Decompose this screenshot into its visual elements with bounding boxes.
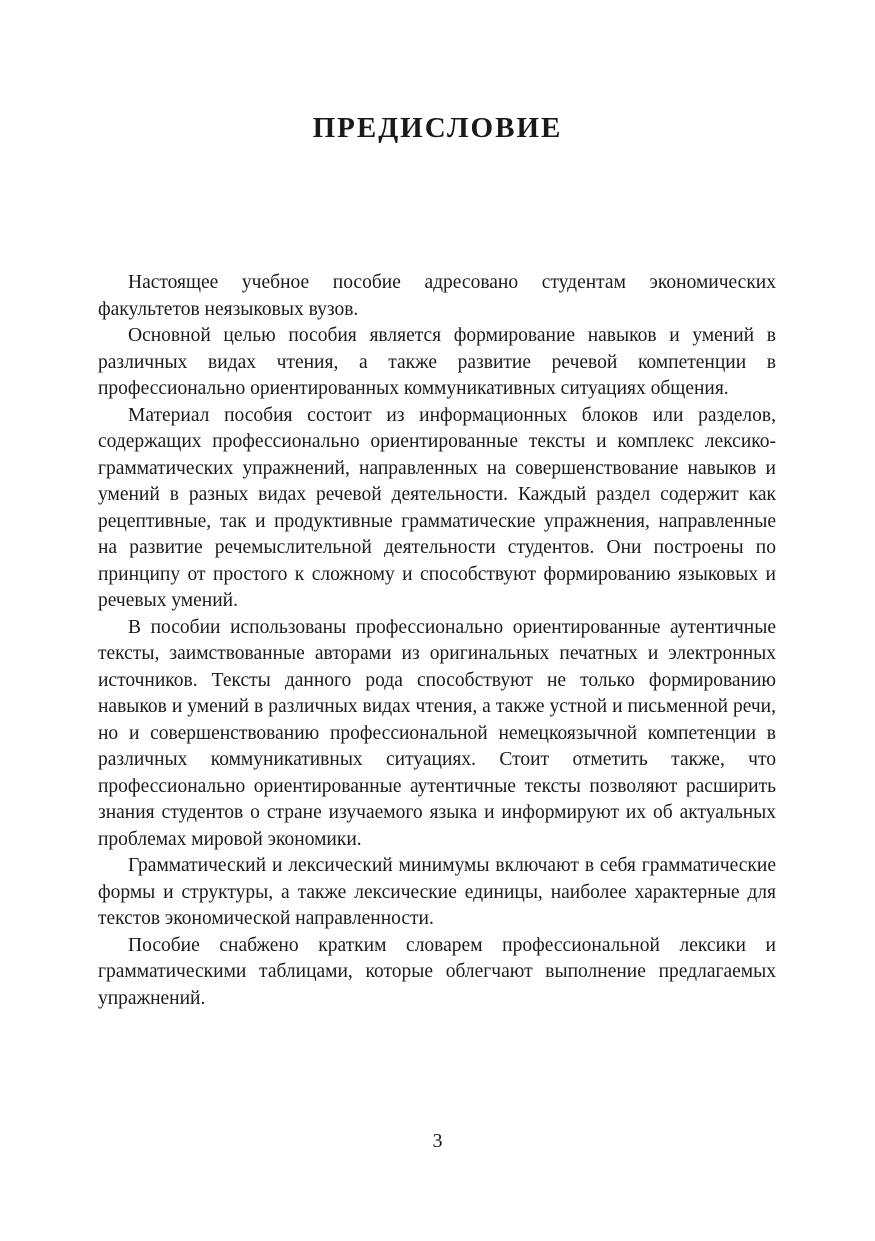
paragraph-1: Настоящее учебное пособие адресовано студентам экономических факультетов неязыковых вузов.: [98, 272, 776, 320]
page-title: ПРЕДИСЛОВИЕ: [312, 112, 563, 144]
paragraph-3: Материал пособия состоит из информационных блоков или разделов, содержащих профессионально ориентированные тексты и комплекс лексико-грамматических упражнений, направленных на совершенствование навыков и умений в разных видах речевой деятельности. Каждый раздел содержит как рецептивные, так и продуктивные грамматические упражнения, направленные на развитие речемыслительной деятельности студентов. Они построены по принципу от простого к сложному и способствуют формированию языковых и речевых умений.: [98, 404, 776, 611]
paragraph-6: Пособие снабжено кратким словарем профессиональной лексики и грамматическими таблицами, которые облегчают выполнение предлагаемых упражнений.: [98, 934, 776, 1009]
body-text: [98, 270, 776, 1012]
paragraph-4: В пособии использованы профессионально ориентированные аутентичные тексты, заимствованные авторами из оригинальных печатных и электронных источников. Тексты данного рода способствуют не только формированию навыков и умений в различных видах чтения, а также устной и письменной речи, но и совершенствованию профессиональной немецкоязычной компетенции в различных коммуникативных ситуациях. Стоит отметить также, что профессионально ориентированные аутентичные тексты позволяют расширить знания студентов о стране изучаемого языка и информируют их об актуальных проблемах мировой экономики.: [98, 616, 776, 850]
paragraph-2: Основной целью пособия является формирование навыков и умений в различных видах чтения, а также развитие речевой компетенции в профессионально ориентированных коммуникативных ситуациях общения.: [98, 325, 776, 399]
page-number: 3: [432, 1130, 443, 1152]
paragraph-5: Грамматический и лексический минимумы включают в себя грамматические формы и структуры, а также лексические единицы, наиболее характерные для текстов экономической направленности.: [98, 855, 776, 929]
